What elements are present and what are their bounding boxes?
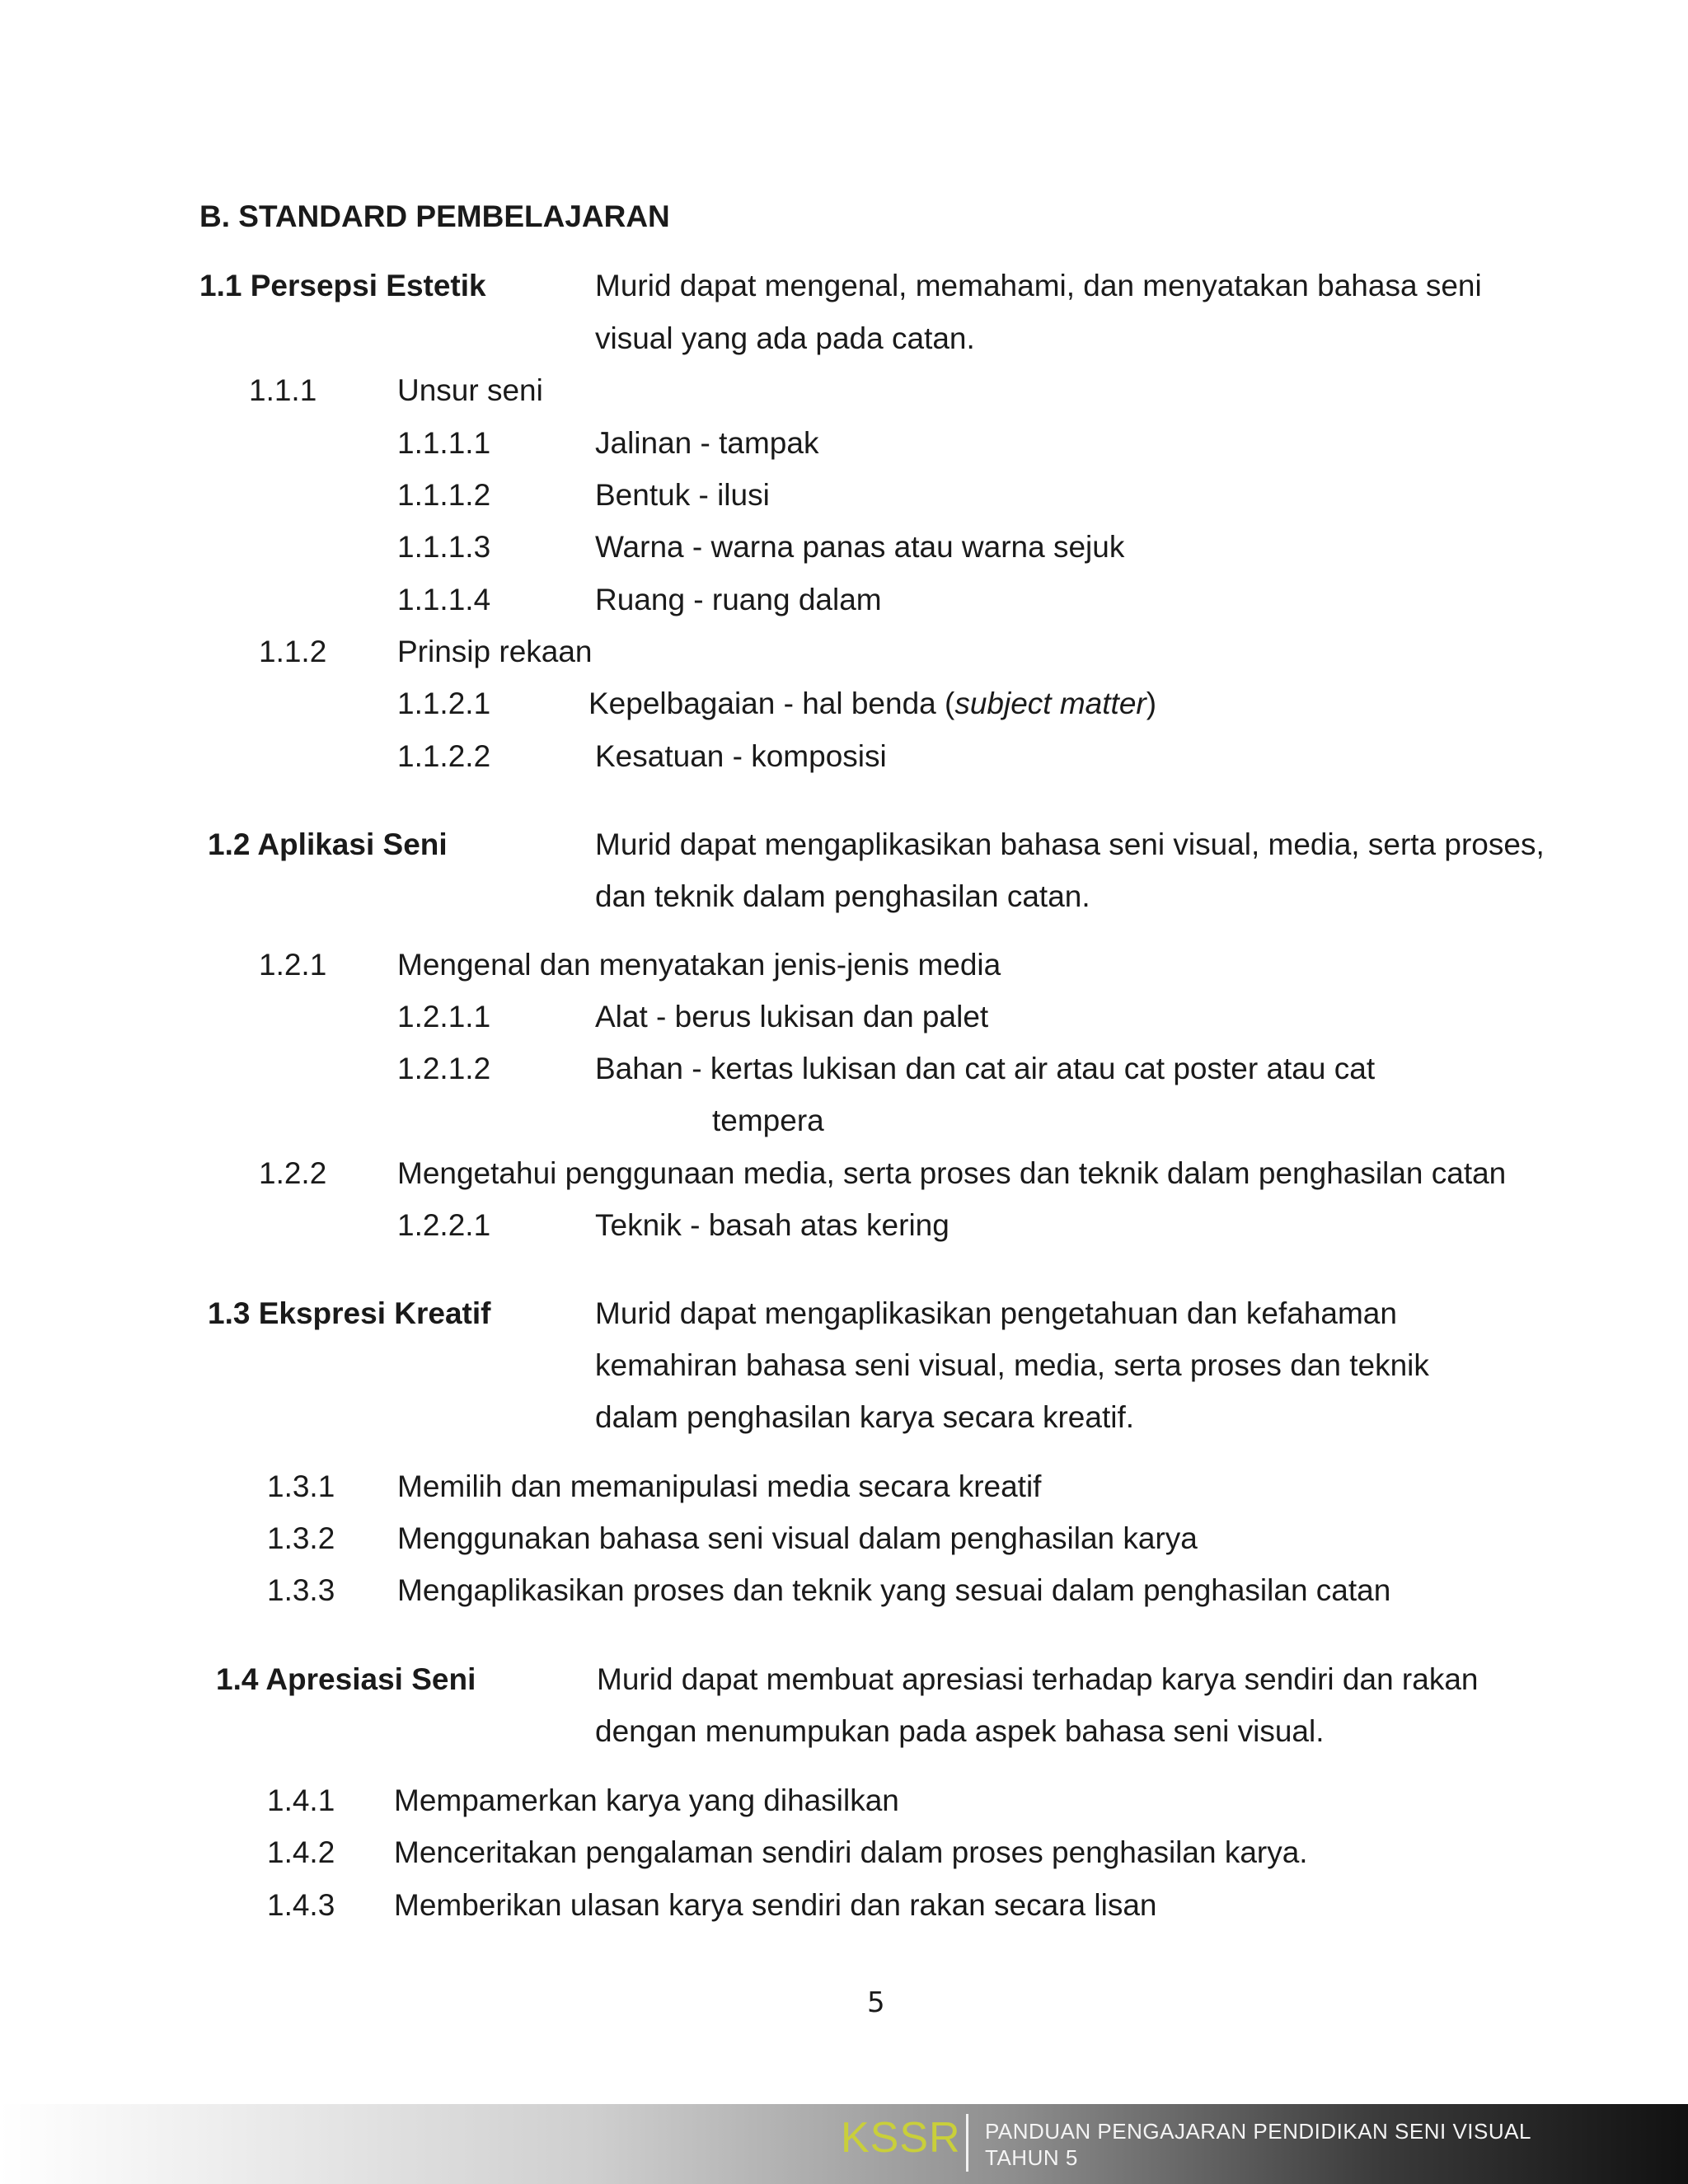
item-label-1-2-1: Mengenal dan menyatakan jenis-jenis media [397, 948, 1001, 982]
item-label-1-3-1: Memilih dan memanipulasi media secara kreatif [397, 1469, 1042, 1503]
item-number-1-2-2: 1.2.2 [259, 1156, 327, 1190]
item-number-1-3-1: 1.3.1 [267, 1469, 335, 1503]
section-desc-1-2-line1: Murid dapat mengaplikasikan bahasa seni visual, media, serta proses, [595, 827, 1545, 861]
item-label-1-2-2: Mengetahui penggunaan media, serta proses dan teknik dalam penghasilan catan [397, 1156, 1507, 1190]
item-number-1-2-1-2: 1.2.1.2 [397, 1052, 491, 1085]
item-label-1-1-2-1-pre: Kepelbagaian - hal benda ( [588, 687, 955, 720]
section-desc-1-1-line1: Murid dapat mengenal, memahami, dan menyatakan bahasa seni [595, 269, 1482, 302]
item-label-1-2-1-2: Bahan - kertas lukisan dan cat air atau cat poster atau cat [595, 1052, 1376, 1085]
item-label-1-1-1-4: Ruang - ruang dalam [595, 583, 882, 616]
item-label-1-1-2-1-post: ) [1146, 687, 1157, 720]
page-heading: B. STANDARD PEMBELAJARAN [199, 199, 670, 233]
item-number-1-1-1-1: 1.1.1.1 [397, 426, 491, 460]
item-number-1-1-1-2: 1.1.1.2 [397, 478, 491, 512]
item-label-1-1-2-1 [588, 688, 1156, 719]
footer-subtitle: TAHUN 5 [985, 2145, 1078, 2170]
item-number-1-2-1: 1.2.1 [259, 948, 327, 982]
item-label-1-3-2: Menggunakan bahasa seni visual dalam penghasilan karya [397, 1521, 1198, 1555]
footer-title: PANDUAN PENGAJARAN PENDIDIKAN SENI VISUAL [985, 2119, 1531, 2144]
item-number-1-1-2-1: 1.1.2.1 [397, 687, 491, 720]
item-label-1-1-2-1-italic: subject matter [954, 687, 1146, 720]
section-desc-1-3-line2: kemahiran bahasa seni visual, media, serta proses dan teknik [595, 1348, 1429, 1382]
item-number-1-2-1-1: 1.2.1.1 [397, 1000, 491, 1033]
section-title-1-2: 1.2 Aplikasi Seni [208, 827, 448, 861]
item-number-1-4-3: 1.4.3 [267, 1888, 335, 1922]
item-label-1-1-2-2: Kesatuan - komposisi [595, 739, 887, 773]
section-desc-1-4-line1: Murid dapat membuat apresiasi terhadap karya sendiri dan rakan [597, 1662, 1479, 1696]
item-label-1-3-3: Mengaplikasikan proses dan teknik yang sesuai dalam penghasilan catan [397, 1573, 1391, 1607]
section-desc-1-3-line3: dalam penghasilan karya secara kreatif. [595, 1400, 1135, 1434]
item-number-1-3-3: 1.3.3 [267, 1573, 335, 1607]
section-desc-1-3-line1: Murid dapat mengaplikasikan pengetahuan dan kefahaman [595, 1296, 1397, 1330]
item-number-1-4-2: 1.4.2 [267, 1835, 335, 1869]
item-number-1-1-2-2: 1.1.2.2 [397, 739, 491, 773]
footer-divider [966, 2114, 968, 2172]
item-label-1-1-1-2: Bentuk - ilusi [595, 478, 770, 512]
item-number-1-1-2: 1.1.2 [259, 635, 327, 668]
item-number-1-1-1: 1.1.1 [249, 373, 317, 407]
item-number-1-1-1-3: 1.1.1.3 [397, 530, 491, 564]
section-title-1-1: 1.1 Persepsi Estetik [199, 269, 486, 302]
item-label-1-1-2: Prinsip rekaan [397, 635, 593, 668]
section-title-1-3: 1.3 Ekspresi Kreatif [208, 1296, 491, 1330]
item-number-1-1-1-4: 1.1.1.4 [397, 583, 491, 616]
item-label-1-4-2: Menceritakan pengalaman sendiri dalam proses penghasilan karya. [394, 1835, 1308, 1869]
item-number-1-4-1: 1.4.1 [267, 1783, 335, 1817]
item-label-1-2-2-1: Teknik - basah atas kering [595, 1208, 950, 1242]
section-desc-1-1-line2: visual yang ada pada catan. [595, 321, 975, 355]
item-label-1-1-1-1: Jalinan - tampak [595, 426, 819, 460]
section-title-1-4: 1.4 Apresiasi Seni [216, 1662, 476, 1696]
item-label-1-1-1: Unsur seni [397, 373, 543, 407]
page-number: 5 [867, 1986, 885, 2019]
item-label-1-4-3: Memberikan ulasan karya sendiri dan rakan secara lisan [394, 1888, 1157, 1922]
item-number-1-2-2-1: 1.2.2.1 [397, 1208, 491, 1242]
item-label-1-1-1-3: Warna - warna panas atau warna sejuk [595, 530, 1125, 564]
section-desc-1-2-line2: dan teknik dalam penghasilan catan. [595, 879, 1090, 913]
item-label-1-2-1-2-cont: tempera [712, 1104, 824, 1137]
item-label-1-2-1-1: Alat - berus lukisan dan palet [595, 1000, 989, 1033]
footer-brand: KSSR [841, 2114, 961, 2162]
item-label-1-4-1: Mempamerkan karya yang dihasilkan [394, 1783, 899, 1817]
section-desc-1-4-line2: dengan menumpukan pada aspek bahasa seni visual. [595, 1714, 1325, 1748]
item-number-1-3-2: 1.3.2 [267, 1521, 335, 1555]
